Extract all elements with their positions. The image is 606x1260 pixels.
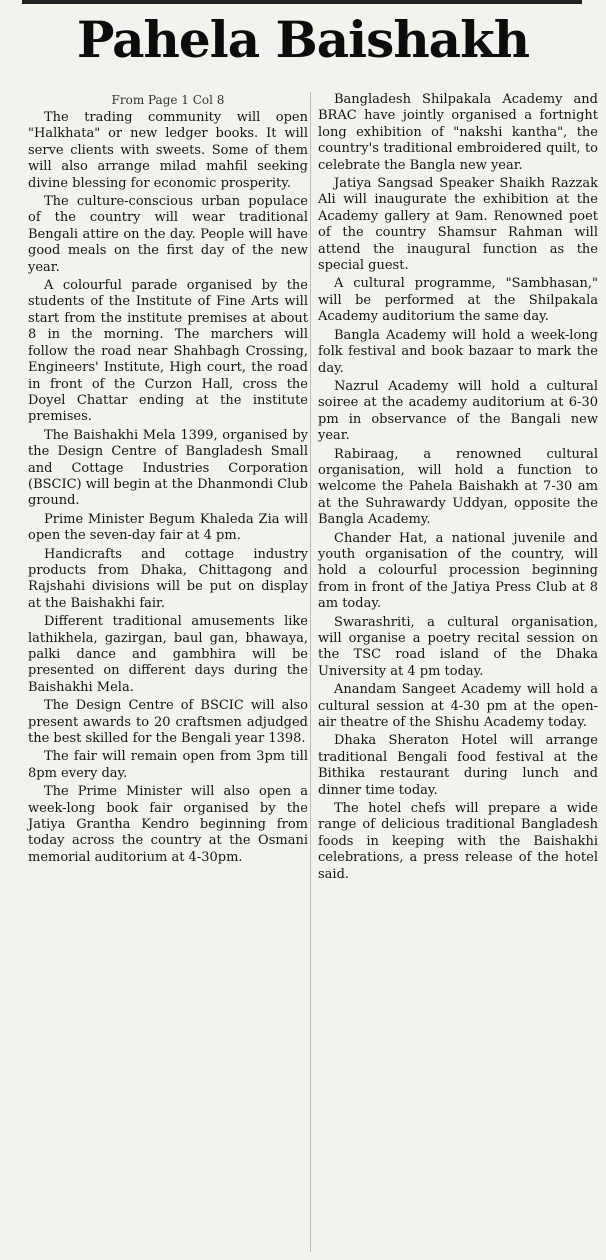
paragraph: The Design Centre of BSCIC will also present awards to 20 craftsmen adjudged the best skilled for the Bengali year 1398. <box>28 698 308 747</box>
paragraph: Bangla Academy will hold a week-long folk festival and book bazaar to mark the day. <box>318 327 598 376</box>
paragraph: A colourful parade organised by the students of the Institute of Fine Arts will start from the institute premises at about 8 in the morning. The marchers will follow the road near Shahbagh Crossing, Engineers' Institute, High court, the road in front of the Curzon Hall, cross the Doyel Chattar ending at the institute premises. <box>28 278 308 425</box>
dateline: From Page 1 Col 8 <box>111 93 225 107</box>
paragraph: Bangladesh Shilpakala Academy and BRAC have jointly organised a fortnight long exhibition of "nakshi kantha", the country's traditional embroidered quilt, to celebrate the Bangla new year. <box>318 92 598 173</box>
paragraph: Swarashriti, a cultural organisation, will organise a poetry recital session on the TSC road island of the Dhaka University at 4 pm today. <box>318 614 598 679</box>
paragraph: A cultural programme, "Sambhasan," will be performed at the Shilpakala Academy auditorium the same day. <box>318 276 598 325</box>
paragraph: The culture-conscious urban populace of the country will wear traditional Bengali attire on the day. People will have good meals on the first day of the new year. <box>28 194 308 275</box>
paragraph: Rabiraag, a renowned cultural organisation, will hold a function to welcome the Pahela Baishakh at 7-30 am at the Suhrawardy Uddyan, opposite the Bangla Academy. <box>318 446 598 528</box>
right-column <box>318 92 598 885</box>
paragraph: Dhaka Sheraton Hotel will arrange traditional Bengali food festival at the Bithika restaurant during lunch and dinner time today. <box>318 733 598 798</box>
top-rule <box>22 0 582 4</box>
paragraph: Prime Minister Begum Khaleda Zia will open the seven-day fair at 4 pm. <box>28 511 308 544</box>
paragraph: Handicrafts and cottage industry products from Dhaka, Chittagong and Rajshahi divisions will be put on display at the Baishakhi fair. <box>28 546 308 611</box>
paragraph: Nazrul Academy will hold a cultural soiree at the academy auditorium at 6-30 pm in observance of the Bangali new year. <box>318 378 598 444</box>
paragraph: The Prime Minister will also open a week-long book fair organised by the Jatiya Grantha Kendro beginning from today across the country at the Osmani memorial auditorium at 4-30pm. <box>28 784 308 865</box>
headline: Pahela Baishakh <box>76 10 530 69</box>
paragraph: The trading community will open "Halkhata" or new ledger books. It will serve clients with sweets. Some of them will also arrange milad mahfil seeking divine blessing for economic prosperity. <box>28 110 308 191</box>
column-divider <box>310 92 311 1252</box>
left-column <box>28 92 308 868</box>
paragraph: The fair will remain open from 3pm till 8pm every day. <box>28 749 308 781</box>
paragraph: Jatiya Sangsad Speaker Shaikh Razzak Ali will inaugurate the exhibition at the Academy gallery at 9am. Renowned poet of the country Shamsur Rahman will attend the inaugural function as the special guest. <box>318 176 598 274</box>
paragraph: Chander Hat, a national juvenile and youth organisation of the country, will hold a colourful procession beginning from in front of the Jatiya Press Club at 8 am today. <box>318 530 598 612</box>
paragraph: The Baishakhi Mela 1399, organised by the Design Centre of Bangladesh Small and Cottage Industries Corporation (BSCIC) will begin at the Dhanmondi Club ground. <box>28 427 308 509</box>
paragraph: Anandam Sangeet Academy will hold a cultural session at 4-30 pm at the open-air theatre of the Shishu Academy today. <box>318 682 598 731</box>
paragraph: The hotel chefs will prepare a wide range of delicious traditional Bangladesh foods in keeping with the Baishakhi celebrations, a press release of the hotel said. <box>318 801 598 882</box>
paragraph: Different traditional amusements like lathikhela, gazirgan, baul gan, bhawaya, palki dance and gambhira will be presented on different days during the Baishakhi Mela. <box>28 614 308 695</box>
